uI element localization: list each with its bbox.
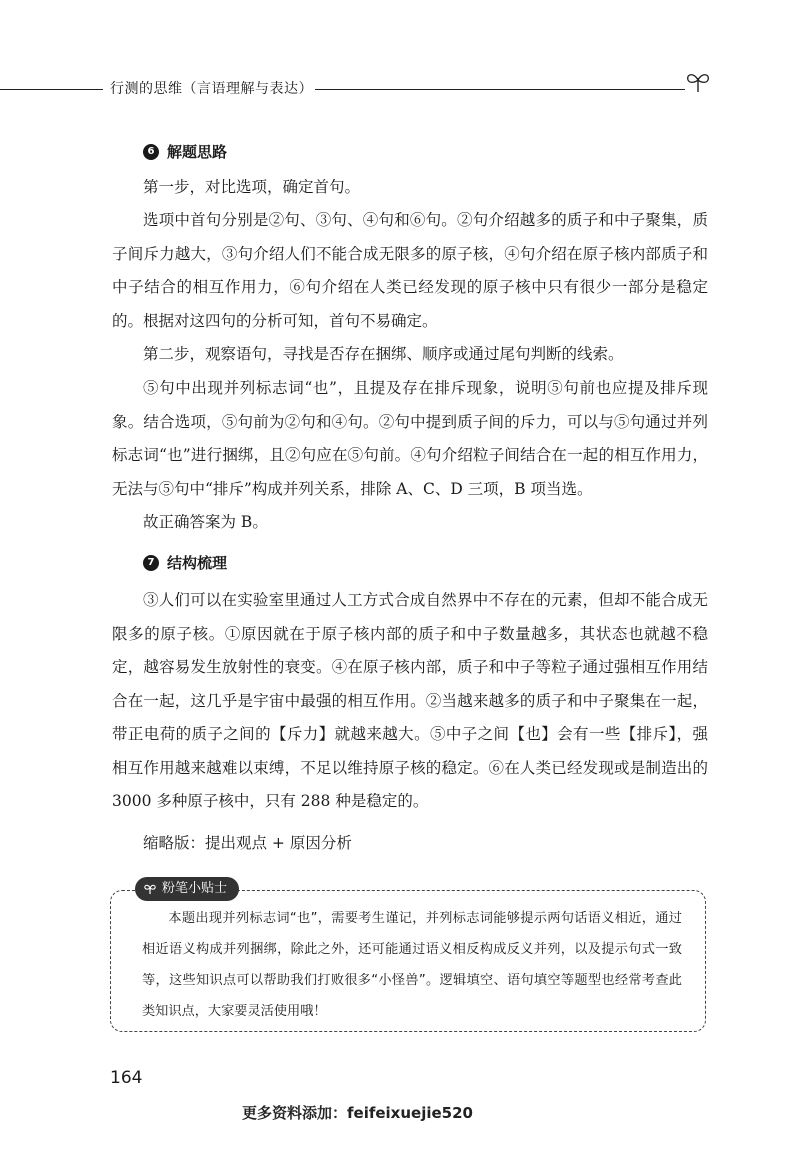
tip-label (135, 877, 239, 901)
header-rule-right (315, 89, 685, 90)
answer-text: 故正确答案为 B。 (143, 513, 268, 531)
paragraph-analysis: 选项中首句分别是②句、③句、④句和⑥句。②句介绍越多的质子和中子聚集，质子间斥力越大，③句介绍人们不能合成无限多的原子核，④句介绍在原子核内部质子和中子结合的相互作用力，⑥句介绍在人类已经发现的原子核中只有很少一部分是稳定的。根据对这四句的分析可知，首句不易确定。 (112, 211, 708, 330)
paragraph-bundling: ⑤句中出现并列标志词“也”，且提及存在排斥现象，说明⑤句前也应提及排斥现象。结合选项，⑤句前为②句和④句。②句中提到质子间的斥力，可以与⑤句通过并列标志词“也”进行捆绑，且②句应在⑤句前。④句介绍粒子间结合在一起的相互作用力，无法与⑤句中“排斥”构成并列关系，排除 A、C、D 三项，B 项当选。 (112, 379, 708, 498)
section-number-icon: 7 (143, 555, 159, 571)
footer-note: 更多资料添加：feifeixuejie520 (242, 1104, 473, 1122)
sprout-icon (143, 883, 157, 895)
sprout-icon (684, 70, 712, 94)
running-header (0, 74, 800, 104)
tip-text: 本题出现并列标志词“也”，需要考生谨记，并列标志词能够提示两句话语义相近，通过相近语义构成并列捆绑，除此之外，还可能通过语义相反构成反义并列，以及提示句式一致等，这些知识点可以帮助我们打败很多“小怪兽”。逻辑填空、语句填空等题型也经常考查此类知识点，大家要灵活使用哦！ (142, 911, 682, 1019)
section-title: 解题思路 (167, 143, 228, 161)
tip-label-text: 粉笔小贴士 (162, 881, 228, 896)
section-title: 结构梳理 (167, 554, 228, 572)
structure-paragraph: ③人们可以在实验室里通过人工方式合成自然界中不存在的元素，但却不能合成无限多的原子核。①原因就在于原子核内部的质子和中子数量越多，其状态也就越不稳定，越容易发生放射性的衰变。④在原子核内部，质子和中子等粒子通过强相互作用结合在一起，这几乎是宇宙中最强的相互作用。②当越来越多的质子和中子聚集在一起，带正电荷的质子之间的【斥力】就越来越大。⑤中子之间【也】会有一些【排斥】，强相互作用越来越难以束缚，不足以维持原子核的稳定。⑥在人类已经发现或是制造出的 3000 多种原子核中，只有 288 种是稳定的。 (112, 591, 708, 810)
header-rule-left (0, 89, 103, 90)
section-heading-structure (143, 552, 227, 573)
step-two-text: 第二步，观察语句，寻找是否存在捆绑、顺序或通过尾句判断的线索。 (143, 345, 624, 363)
section-number-icon: 6 (143, 144, 159, 160)
summary-text: 缩略版：提出观点 + 原因分析 (143, 834, 352, 852)
header-title: 行测的思维（言语理解与表达） (110, 81, 313, 97)
section-heading-solution (143, 141, 227, 162)
step-one-text: 第一步，对比选项，确定首句。 (143, 178, 361, 196)
page-number: 164 (110, 1068, 143, 1088)
